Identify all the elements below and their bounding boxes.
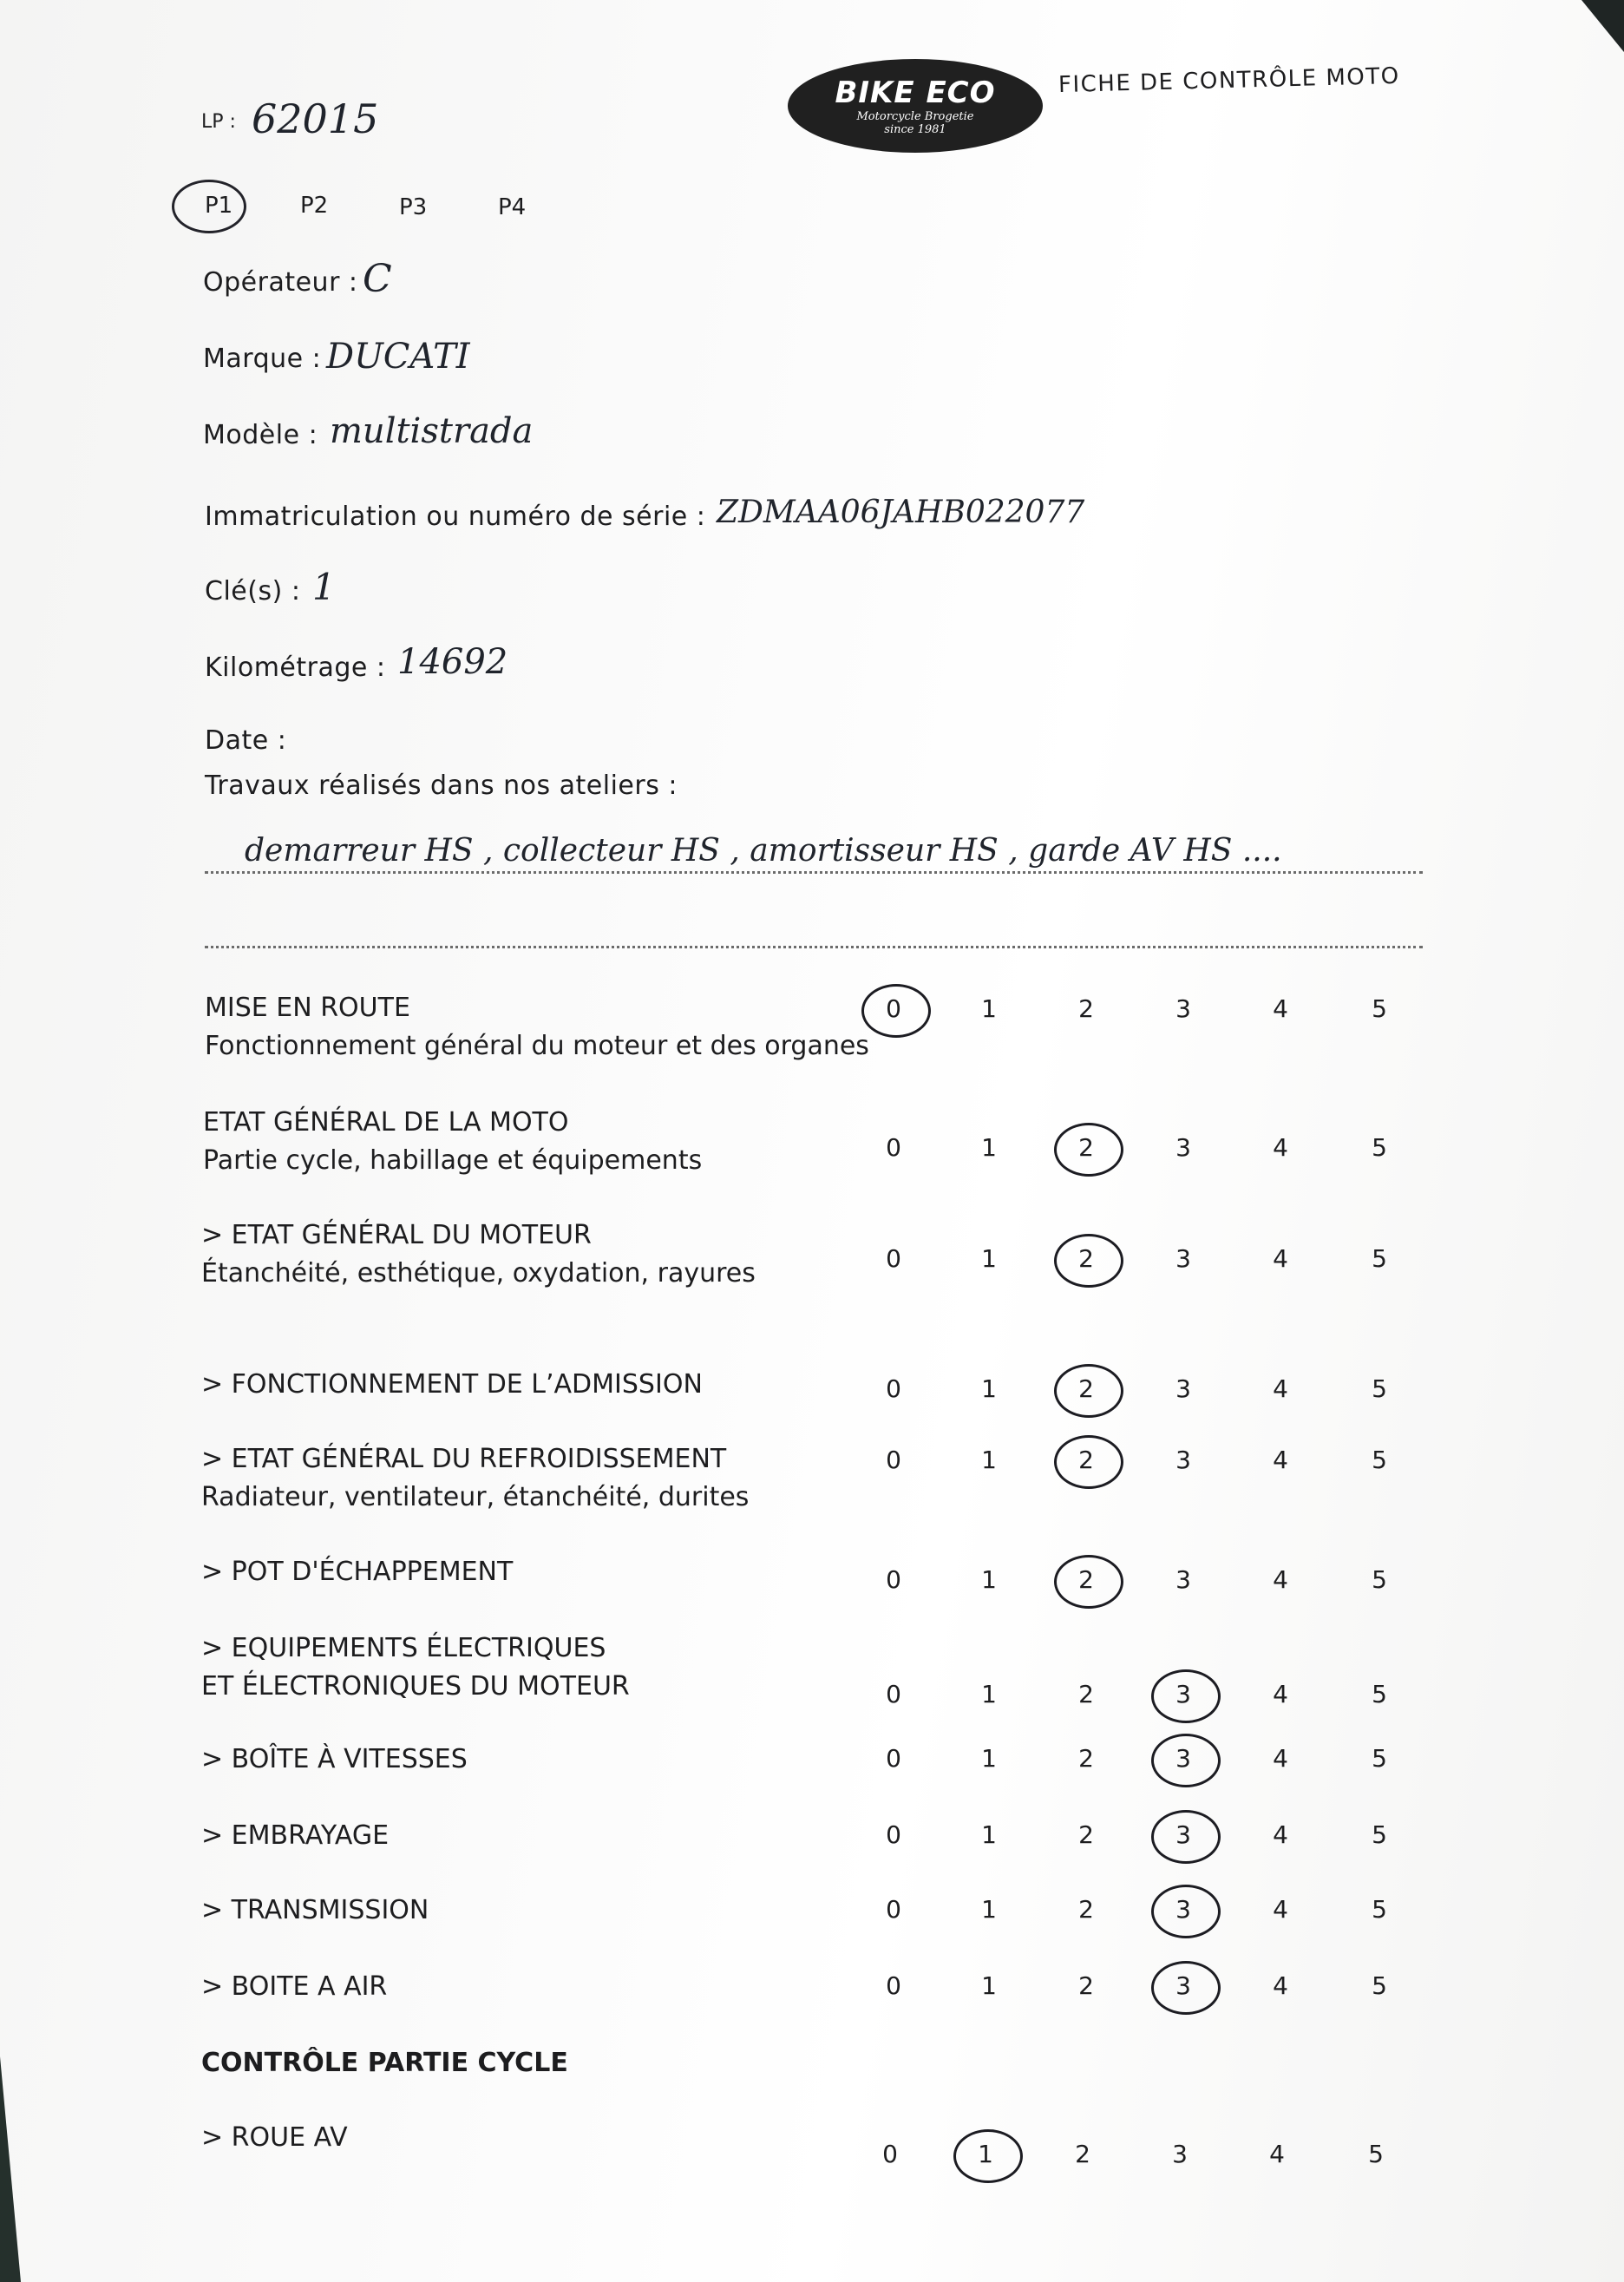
background-edge bbox=[0, 2056, 35, 2282]
rating-row-8-score-0[interactable]: 0 bbox=[886, 1744, 901, 1773]
logo-tagline-2: since 1981 bbox=[884, 123, 946, 136]
tab-p3[interactable]: P3 bbox=[399, 194, 428, 220]
rating-row-6-score-2[interactable]: 2 bbox=[1078, 1565, 1094, 1594]
rating-row-2-score-3[interactable]: 3 bbox=[1175, 1133, 1191, 1162]
rating-row-4-score-0[interactable]: 0 bbox=[886, 1374, 901, 1403]
rating-row-11-selected-score-circle bbox=[1151, 1961, 1221, 2015]
rating-row-8-selected-score-circle bbox=[1151, 1734, 1221, 1787]
travaux-value: demarreur HS , collecteur HS , amortisseur HS , garde AV HS .... bbox=[245, 833, 1282, 869]
rating-row-5-score-0[interactable]: 0 bbox=[886, 1446, 901, 1474]
rating-row-1-score-5[interactable]: 5 bbox=[1372, 994, 1387, 1023]
rating-row-10-score-4[interactable]: 4 bbox=[1273, 1895, 1288, 1924]
marque-value: DUCATI bbox=[326, 337, 470, 377]
travaux-line-1 bbox=[205, 871, 1423, 874]
rating-row-7-score-4[interactable]: 4 bbox=[1273, 1680, 1288, 1708]
rating-row-5-score-5[interactable]: 5 bbox=[1372, 1446, 1387, 1474]
rating-row-9-selected-score-circle bbox=[1151, 1810, 1221, 1864]
rating-row-1-subtitle: Fonctionnement général du moteur et des organes bbox=[205, 1031, 869, 1061]
section-partie-cycle-heading: CONTRÔLE PARTIE CYCLE bbox=[201, 2048, 568, 2078]
background-corner bbox=[1563, 0, 1624, 52]
rating-row-1-score-2[interactable]: 2 bbox=[1078, 994, 1094, 1023]
lp-label: LP : bbox=[201, 111, 236, 133]
bike-eco-logo bbox=[788, 59, 1043, 153]
rating-row-3-score-2[interactable]: 2 bbox=[1078, 1244, 1094, 1273]
rating-row-8-title: > BOÎTE À VITESSES bbox=[201, 1744, 468, 1774]
immat-value: ZDMAA06JAHB022077 bbox=[717, 495, 1085, 530]
rating-row-5-score-1[interactable]: 1 bbox=[981, 1446, 997, 1474]
rating-row-10-selected-score-circle bbox=[1151, 1885, 1221, 1938]
travaux-line-2 bbox=[205, 946, 1423, 948]
rating-row-2-score-0[interactable]: 0 bbox=[886, 1133, 901, 1162]
rating-row-6-score-4[interactable]: 4 bbox=[1273, 1565, 1288, 1594]
rating-row-9-title: > EMBRAYAGE bbox=[201, 1820, 390, 1851]
cycle-row-1-score-4[interactable]: 4 bbox=[1269, 2140, 1285, 2168]
kilometrage-value: 14692 bbox=[397, 642, 508, 682]
lp-value: 62015 bbox=[252, 95, 379, 142]
sheet-title: FICHE DE CONTRÔLE MOTO bbox=[1058, 62, 1400, 99]
date-label: Date : bbox=[205, 725, 287, 756]
rating-row-8-score-4[interactable]: 4 bbox=[1273, 1744, 1288, 1773]
kilometrage-label: Kilométrage : bbox=[205, 652, 386, 683]
rating-row-9-score-2[interactable]: 2 bbox=[1078, 1820, 1094, 1849]
rating-row-7-title: > EQUIPEMENTS ÉLECTRIQUES bbox=[201, 1633, 606, 1663]
rating-row-5-score-4[interactable]: 4 bbox=[1273, 1446, 1288, 1474]
rating-row-1-score-3[interactable]: 3 bbox=[1175, 994, 1191, 1023]
rating-row-3-subtitle: Étanchéité, esthétique, oxydation, rayures bbox=[201, 1258, 756, 1289]
tab-p4[interactable]: P4 bbox=[498, 194, 527, 220]
rating-row-4-title: > FONCTIONNEMENT DE L’ADMISSION bbox=[201, 1369, 703, 1400]
rating-row-2-score-4[interactable]: 4 bbox=[1273, 1133, 1288, 1162]
rating-row-11-title: > BOITE A AIR bbox=[201, 1971, 388, 2002]
rating-row-2-score-1[interactable]: 1 bbox=[981, 1133, 997, 1162]
rating-row-7-score-5[interactable]: 5 bbox=[1372, 1680, 1387, 1708]
rating-row-9-score-4[interactable]: 4 bbox=[1273, 1820, 1288, 1849]
operateur-value: C bbox=[363, 257, 392, 301]
cycle-row-1-score-5[interactable]: 5 bbox=[1368, 2140, 1384, 2168]
rating-row-6-selected-score-circle bbox=[1054, 1555, 1123, 1609]
rating-row-4-selected-score-circle bbox=[1054, 1364, 1123, 1418]
rating-row-3-score-0[interactable]: 0 bbox=[886, 1244, 901, 1273]
rating-row-5-subtitle: Radiateur, ventilateur, étanchéité, durites bbox=[201, 1482, 750, 1512]
cycle-row-1-score-2[interactable]: 2 bbox=[1075, 2140, 1090, 2168]
rating-row-1-score-1[interactable]: 1 bbox=[981, 994, 997, 1023]
rating-row-7-score-2[interactable]: 2 bbox=[1078, 1680, 1094, 1708]
rating-row-11-score-0[interactable]: 0 bbox=[886, 1971, 901, 2000]
logo-text: BIKE ECO bbox=[835, 75, 996, 110]
rating-row-6-score-3[interactable]: 3 bbox=[1175, 1565, 1191, 1594]
rating-row-4-score-1[interactable]: 1 bbox=[981, 1374, 997, 1403]
cycle-row-1-score-1[interactable]: 1 bbox=[978, 2140, 993, 2168]
operateur-label: Opérateur : bbox=[203, 267, 358, 298]
rating-row-1-score-0[interactable]: 0 bbox=[886, 994, 901, 1023]
rating-row-7-score-1[interactable]: 1 bbox=[981, 1680, 997, 1708]
rating-row-10-title: > TRANSMISSION bbox=[201, 1895, 429, 1925]
rating-row-7-subtitle: ET ÉLECTRONIQUES DU MOTEUR bbox=[201, 1671, 630, 1702]
rating-row-10-score-2[interactable]: 2 bbox=[1078, 1895, 1094, 1924]
rating-row-8-score-1[interactable]: 1 bbox=[981, 1744, 997, 1773]
rating-row-9-score-3[interactable]: 3 bbox=[1175, 1820, 1191, 1849]
rating-row-2-title: ETAT GÉNÉRAL DE LA MOTO bbox=[203, 1107, 569, 1138]
rating-row-4-score-4[interactable]: 4 bbox=[1273, 1374, 1288, 1403]
rating-row-7-selected-score-circle bbox=[1151, 1669, 1221, 1723]
rating-row-2-subtitle: Partie cycle, habillage et équipements bbox=[203, 1145, 703, 1176]
rating-row-11-score-1[interactable]: 1 bbox=[981, 1971, 997, 2000]
rating-row-10-score-0[interactable]: 0 bbox=[886, 1895, 901, 1924]
rating-row-3-title: > ETAT GÉNÉRAL DU MOTEUR bbox=[201, 1220, 592, 1250]
rating-row-3-score-5[interactable]: 5 bbox=[1372, 1244, 1387, 1273]
rating-row-3-selected-score-circle bbox=[1054, 1234, 1123, 1288]
rating-row-10-score-5[interactable]: 5 bbox=[1372, 1895, 1387, 1924]
rating-row-5-title: > ETAT GÉNÉRAL DU REFROIDISSEMENT bbox=[201, 1444, 727, 1474]
marque-label: Marque : bbox=[203, 344, 322, 374]
rating-row-7-score-0[interactable]: 0 bbox=[886, 1680, 901, 1708]
logo-tagline: Motorcycle Brogetie bbox=[856, 110, 974, 123]
rating-row-11-score-2[interactable]: 2 bbox=[1078, 1971, 1094, 2000]
rating-row-3-score-1[interactable]: 1 bbox=[981, 1244, 997, 1273]
cles-value: 1 bbox=[312, 566, 336, 608]
tab-p1[interactable]: P1 bbox=[205, 193, 233, 219]
rating-row-8-score-5[interactable]: 5 bbox=[1372, 1744, 1387, 1773]
rating-row-7-score-3[interactable]: 3 bbox=[1175, 1680, 1191, 1708]
tab-p2[interactable]: P2 bbox=[300, 193, 329, 219]
rating-row-6-title: > POT D'ÉCHAPPEMENT bbox=[201, 1557, 514, 1587]
rating-row-4-score-5[interactable]: 5 bbox=[1372, 1374, 1387, 1403]
rating-row-2-score-5[interactable]: 5 bbox=[1372, 1133, 1387, 1162]
rating-row-8-score-3[interactable]: 3 bbox=[1175, 1744, 1191, 1773]
rating-row-10-score-3[interactable]: 3 bbox=[1175, 1895, 1191, 1924]
modele-label: Modèle : bbox=[203, 420, 318, 450]
rating-row-3-score-3[interactable]: 3 bbox=[1175, 1244, 1191, 1273]
immat-label: Immatriculation ou numéro de série : bbox=[205, 502, 706, 532]
rating-row-1-selected-score-circle bbox=[861, 984, 931, 1038]
rating-row-11-score-3[interactable]: 3 bbox=[1175, 1971, 1191, 2000]
rating-row-9-score-0[interactable]: 0 bbox=[886, 1820, 901, 1849]
cycle-row-1-score-0[interactable]: 0 bbox=[882, 2140, 898, 2168]
rating-row-6-score-5[interactable]: 5 bbox=[1372, 1565, 1387, 1594]
cycle-row-1-score-3[interactable]: 3 bbox=[1172, 2140, 1188, 2168]
rating-row-3-score-4[interactable]: 4 bbox=[1273, 1244, 1288, 1273]
rating-row-11-score-5[interactable]: 5 bbox=[1372, 1971, 1387, 2000]
rating-row-9-score-5[interactable]: 5 bbox=[1372, 1820, 1387, 1849]
rating-row-11-score-4[interactable]: 4 bbox=[1273, 1971, 1288, 2000]
modele-value: multistrada bbox=[330, 411, 534, 451]
rating-row-6-score-1[interactable]: 1 bbox=[981, 1565, 997, 1594]
rating-row-10-score-1[interactable]: 1 bbox=[981, 1895, 997, 1924]
rating-row-1-title: MISE EN ROUTE bbox=[205, 993, 410, 1023]
rating-row-8-score-2[interactable]: 2 bbox=[1078, 1744, 1094, 1773]
rating-row-5-selected-score-circle bbox=[1054, 1435, 1123, 1489]
travaux-label: Travaux réalisés dans nos ateliers : bbox=[205, 771, 678, 801]
rating-row-9-score-1[interactable]: 1 bbox=[981, 1820, 997, 1849]
rating-row-6-score-0[interactable]: 0 bbox=[886, 1565, 901, 1594]
rating-row-5-score-3[interactable]: 3 bbox=[1175, 1446, 1191, 1474]
rating-row-4-score-2[interactable]: 2 bbox=[1078, 1374, 1094, 1403]
rating-row-1-score-4[interactable]: 4 bbox=[1273, 994, 1288, 1023]
cycle-row-1-title: > ROUE AV bbox=[201, 2122, 348, 2153]
rating-row-4-score-3[interactable]: 3 bbox=[1175, 1374, 1191, 1403]
rating-row-5-score-2[interactable]: 2 bbox=[1078, 1446, 1094, 1474]
cycle-row-1-selected-score-circle bbox=[953, 2129, 1023, 2183]
cles-label: Clé(s) : bbox=[205, 576, 301, 607]
rating-row-2-score-2[interactable]: 2 bbox=[1078, 1133, 1094, 1162]
rating-row-2-selected-score-circle bbox=[1054, 1123, 1123, 1177]
